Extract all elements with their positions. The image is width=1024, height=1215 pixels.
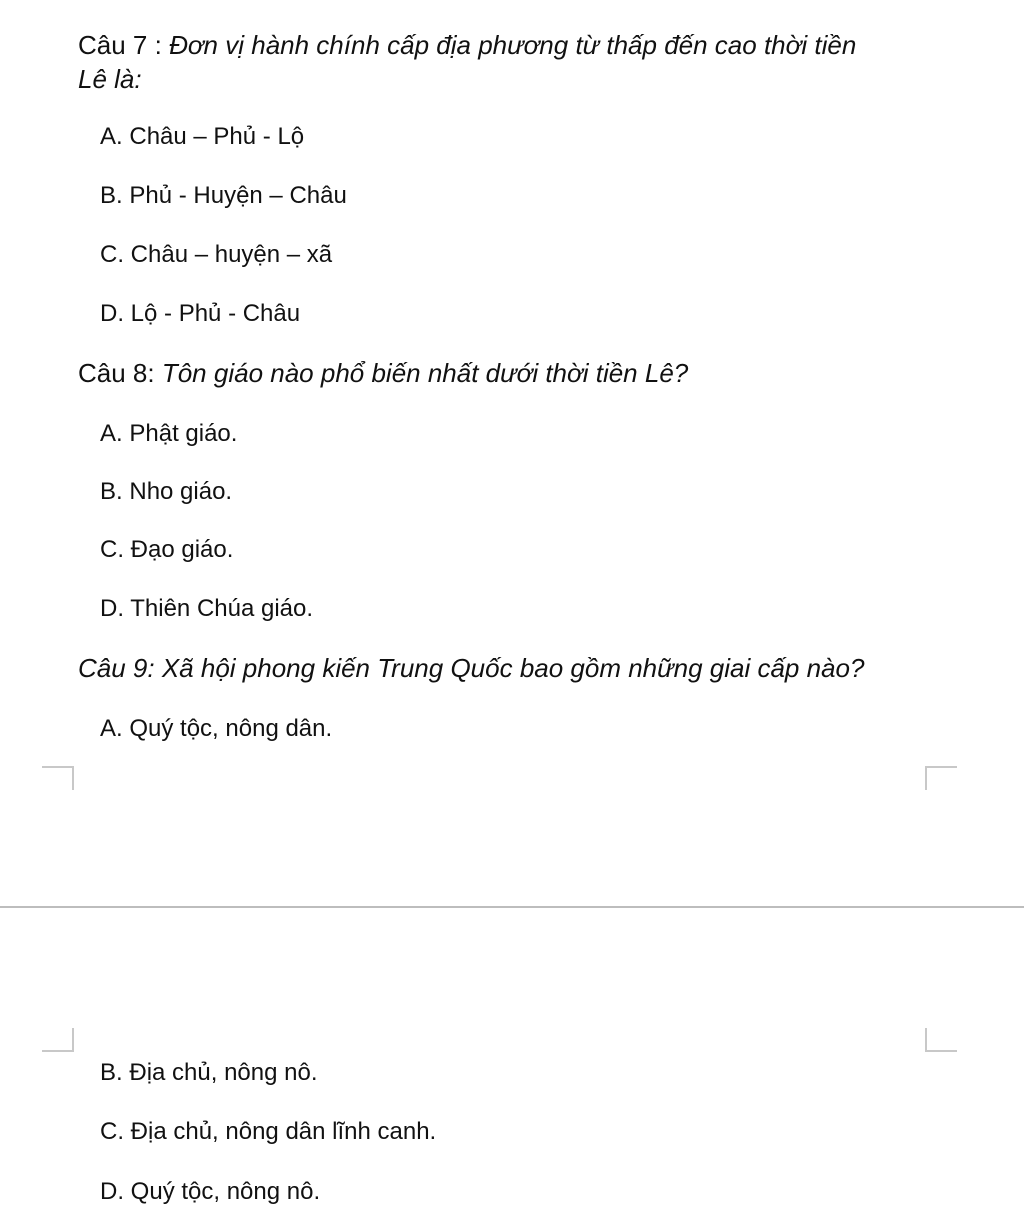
page-corner-mark [42, 1028, 74, 1052]
option-letter: A. [100, 715, 123, 742]
question-9-option-c [100, 1116, 436, 1148]
question-9-option-a [100, 713, 332, 745]
option-text: Địa chủ, nông nô. [129, 1059, 318, 1086]
option-text: Phật giáo. [129, 420, 238, 447]
option-letter: C. [100, 241, 124, 268]
question-8-text: Tôn giáo nào phổ biến nhất dưới thời tiền Lê? [161, 358, 689, 388]
question-8 [78, 356, 688, 390]
question-7-option-c [100, 239, 332, 271]
option-text: Phủ - Huyện – Châu [129, 182, 347, 209]
question-7-option-b [100, 180, 347, 212]
option-text: Đạo giáo. [130, 536, 234, 563]
option-letter: B. [100, 478, 123, 505]
page-corner-mark [925, 1028, 957, 1052]
question-7-text: Đơn vị hành chính cấp địa phương từ thấp đến cao thời tiền [169, 30, 857, 60]
option-letter: C. [100, 536, 124, 563]
question-8-option-c [100, 534, 233, 566]
option-letter: A. [100, 123, 123, 150]
question-9 [78, 651, 864, 685]
question-7-line1 [78, 28, 856, 62]
option-letter: D. [100, 1178, 124, 1205]
question-8-option-a [100, 418, 237, 450]
page-corner-mark [42, 766, 74, 790]
option-text: Quý tộc, nông nô. [130, 1178, 321, 1205]
option-text: Nho giáo. [129, 478, 233, 505]
option-letter: C. [100, 1118, 124, 1145]
question-7-option-d [100, 298, 300, 330]
question-8-label: Câu 8: [78, 358, 155, 388]
page-break-divider [0, 906, 1024, 908]
question-8-option-d [100, 593, 313, 625]
question-7-option-a [100, 121, 304, 153]
question-7-line2 [78, 62, 142, 96]
option-letter: B. [100, 182, 123, 209]
question-9-label: Câu 9: [78, 653, 155, 683]
option-letter: A. [100, 420, 123, 447]
option-text: Châu – Phủ - Lộ [129, 123, 305, 150]
option-text: Quý tộc, nông dân. [129, 715, 333, 742]
option-text: Thiên Chúa giáo. [130, 595, 314, 622]
option-text: Lộ - Phủ - Châu [130, 300, 301, 327]
question-7-label: Câu 7 : [78, 30, 162, 60]
question-8-option-b [100, 476, 232, 508]
option-text: Châu – huyện – xã [130, 241, 333, 268]
question-9-option-b [100, 1057, 318, 1089]
option-letter: D. [100, 300, 124, 327]
option-letter: B. [100, 1059, 123, 1086]
option-letter: D. [100, 595, 124, 622]
question-9-option-d [100, 1176, 320, 1208]
page-corner-mark [925, 766, 957, 790]
option-text: Địa chủ, nông dân lĩnh canh. [130, 1118, 437, 1145]
question-7-text-cont: Lê là: [78, 64, 142, 94]
question-9-text: Xã hội phong kiến Trung Quốc bao gồm những giai cấp nào? [161, 653, 865, 683]
